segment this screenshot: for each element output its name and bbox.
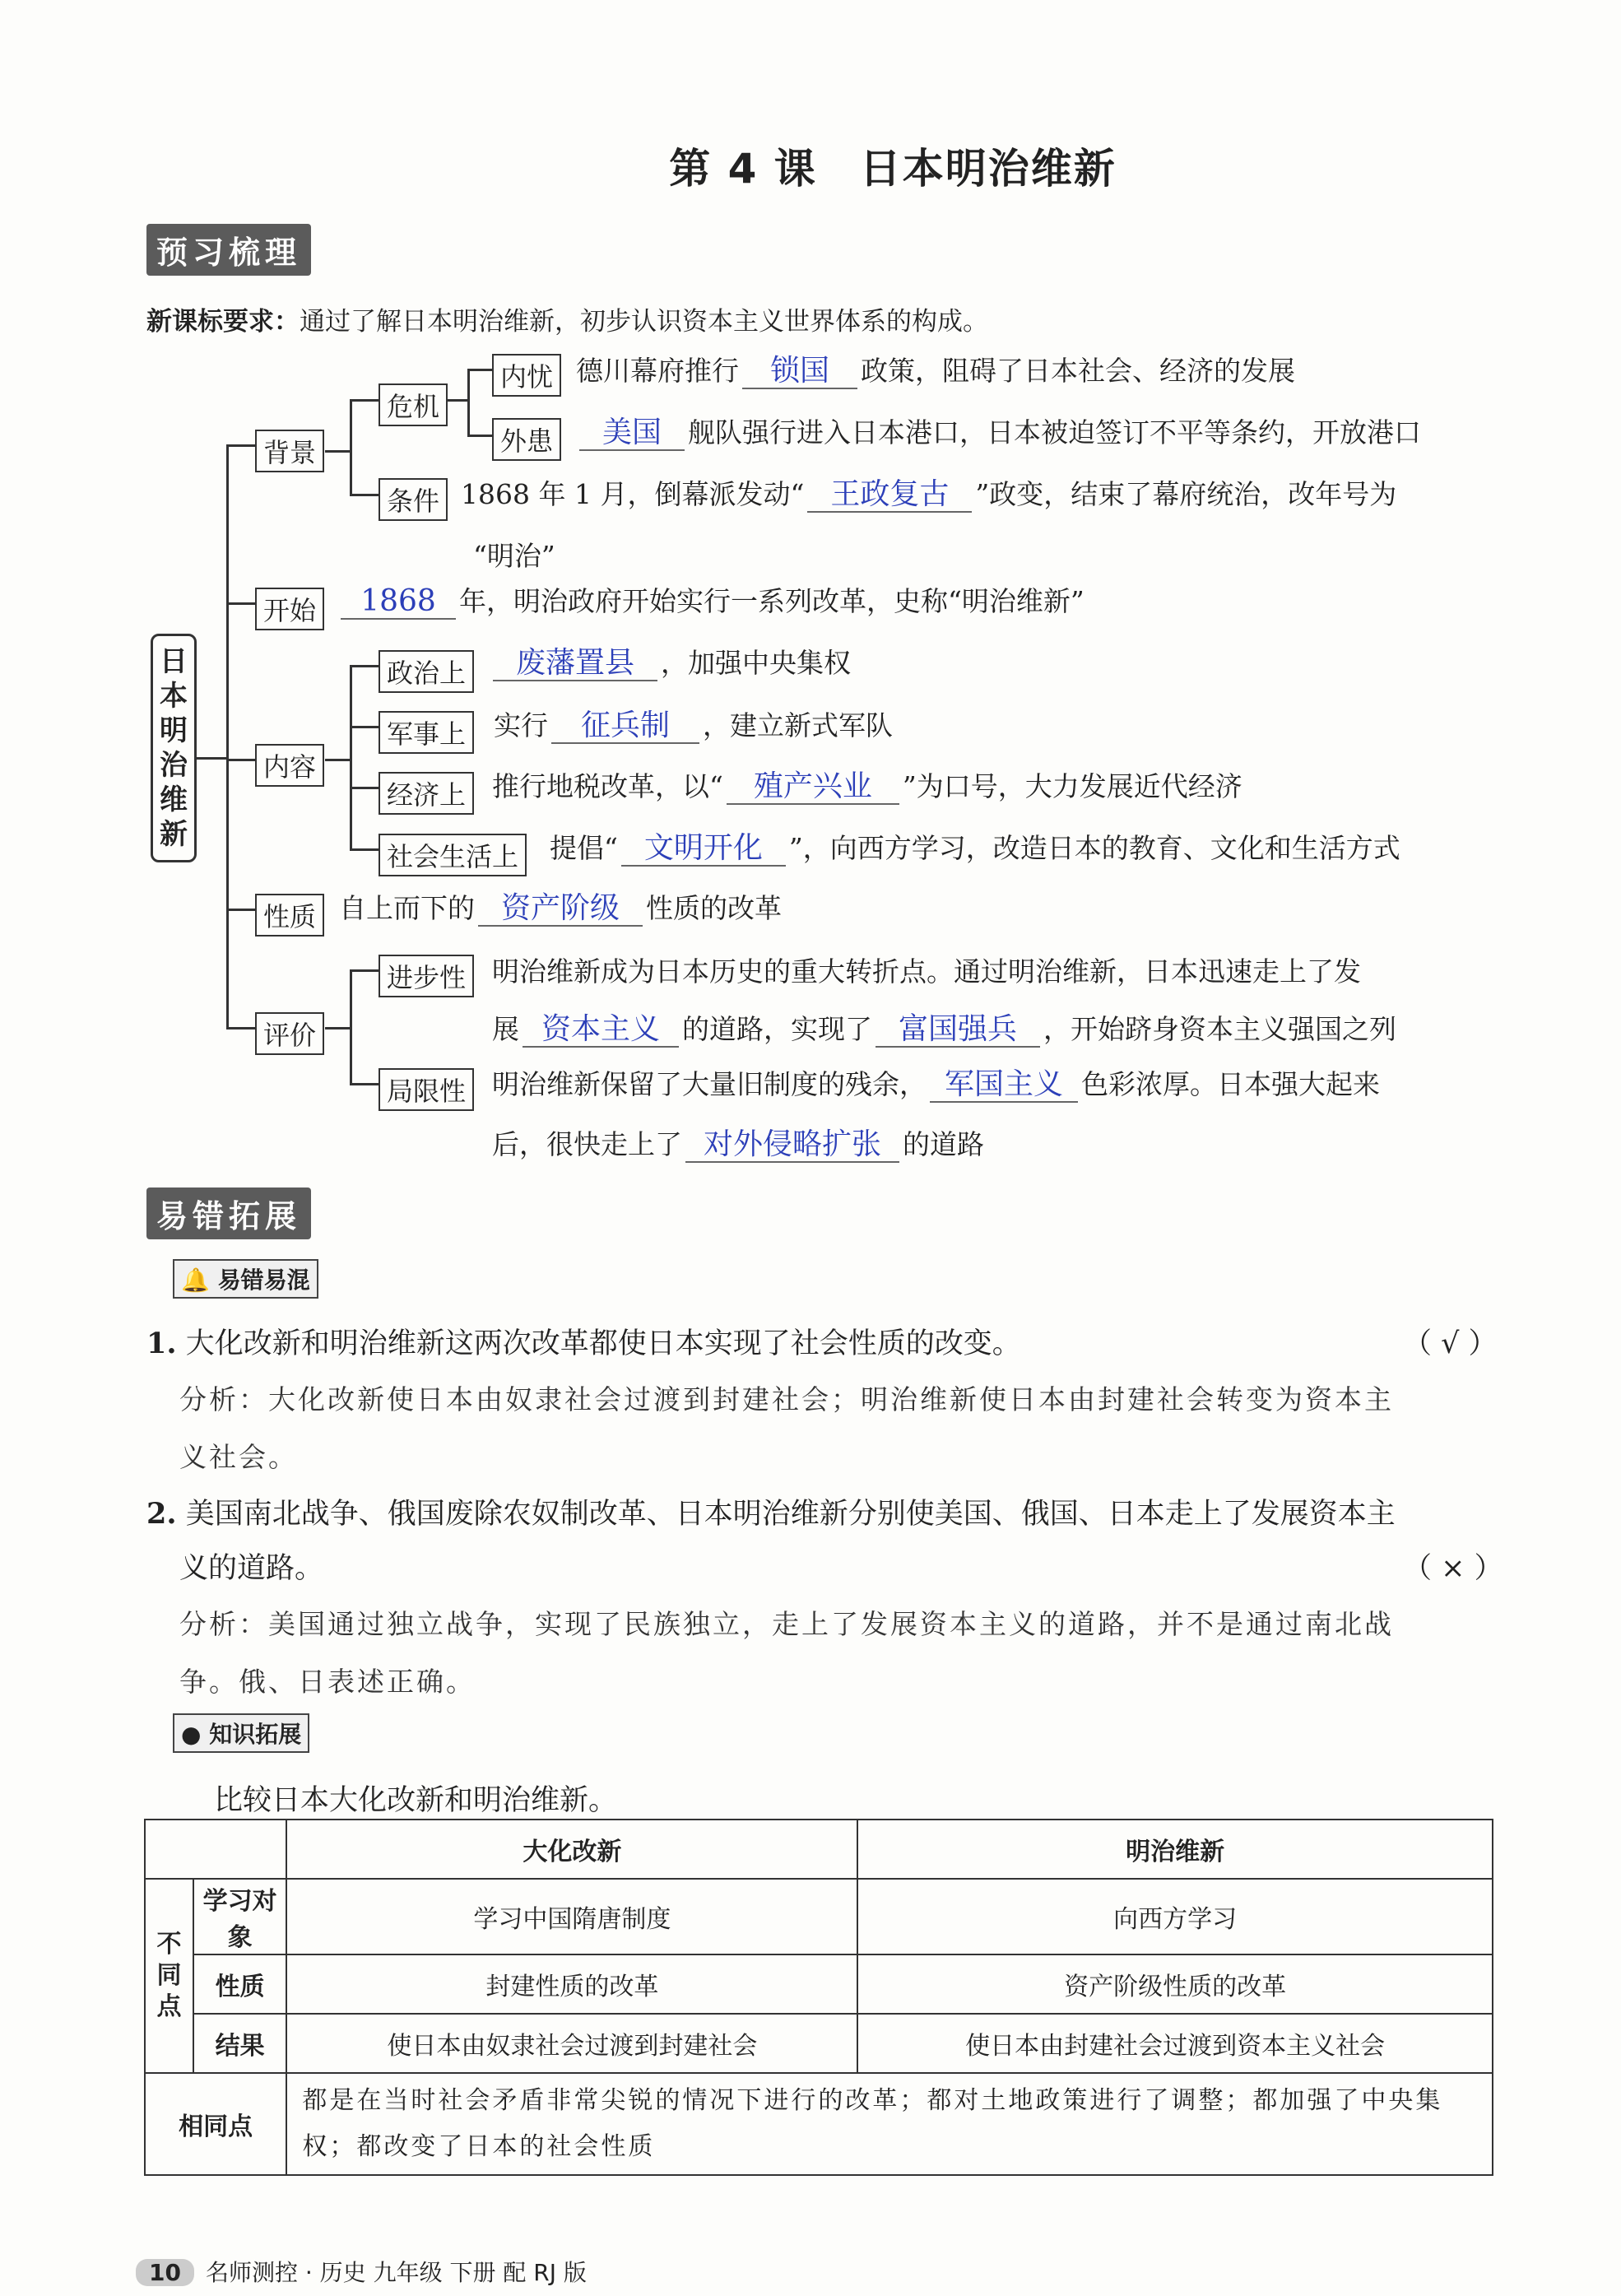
answer-progress-2: 富国强兵 bbox=[876, 1013, 1040, 1048]
row-waihuan: 美国 舰队强行进入日本港口，日本被迫签订不平等条约，开放港口 bbox=[576, 411, 1421, 451]
question-2: 2. 美国南北战争、俄国废除农奴制改革、日本明治维新分别使美国、俄国、日本走上了发展资本主 bbox=[146, 1497, 1396, 1531]
row-society: 提倡“ 文明开化 ”，向西方学习，改造日本的教育、文化和生活方式 bbox=[550, 831, 1400, 865]
footer-text: 名师测控 · 历史 九年级 下册 配 RJ 版 bbox=[205, 2259, 587, 2286]
question-1-mark: （ √ ） bbox=[1403, 1327, 1498, 1360]
analysis-1b: 义社会。 bbox=[179, 1441, 298, 1473]
row-start: 1868 年，明治政府开始实行一系列改革，史称“明治维新” bbox=[337, 580, 1085, 620]
node-background: 背景 bbox=[255, 430, 324, 472]
progress-line1: 明治维新成为日本历史的重大转折点。通过明治维新，日本迅速走上了发 bbox=[492, 955, 1361, 988]
question-1: 1. 大化改新和明治维新这两次改革都使日本实现了社会性质的改变。 bbox=[146, 1327, 1021, 1360]
row-label-object: 学习对象 bbox=[193, 1879, 286, 1954]
node-society: 社会生活上 bbox=[379, 834, 527, 876]
col-header-dahua: 大化改新 bbox=[286, 1820, 857, 1879]
node-crisis: 危机 bbox=[379, 383, 448, 426]
node-economy: 经济上 bbox=[379, 772, 474, 815]
node-evaluation: 评价 bbox=[255, 1012, 324, 1055]
analysis-1a: 分析：大化改新使日本由奴隶社会过渡到封建社会；明治维新使日本由封建社会转变为资本主 bbox=[179, 1383, 1394, 1415]
answer-condition: 王政复古 bbox=[807, 478, 972, 513]
requirement-label: 新课标要求： bbox=[146, 307, 300, 337]
answer-economy: 殖产兴业 bbox=[727, 770, 899, 805]
same-label: 相同点 bbox=[145, 2073, 286, 2175]
answer-neiyou: 锁国 bbox=[742, 355, 857, 389]
answer-military: 征兵制 bbox=[551, 709, 699, 744]
col-header-meiji: 明治维新 bbox=[857, 1820, 1493, 1879]
condition-line2: “明治” bbox=[473, 540, 555, 572]
sub-knowledge: ● 知识拓展 bbox=[173, 1713, 309, 1753]
answer-politics: 废藩置县 bbox=[493, 647, 657, 681]
row-condition: 1868 年 1 月，倒幕派发动“ 王政复古 ”政变，结束了幕府统治，改年号为 bbox=[461, 477, 1397, 511]
page-title: 第 4 课 日本明治维新 bbox=[669, 145, 1117, 193]
cell-result-a: 使日本由奴隶社会过渡到封建社会 bbox=[286, 2014, 857, 2073]
compare-table bbox=[144, 1819, 1493, 2176]
dots-icon: ● bbox=[181, 1721, 202, 1748]
answer-society: 文明开化 bbox=[621, 832, 786, 867]
cell-object-a: 学习中国隋唐制度 bbox=[286, 1879, 857, 1954]
cell-nature-b: 资产阶级性质的改革 bbox=[857, 1954, 1493, 2014]
question-2-line2: 义的道路。 bbox=[179, 1552, 324, 1585]
node-politics: 政治上 bbox=[379, 650, 474, 693]
diff-label: 不同点 bbox=[145, 1879, 193, 2073]
node-progress: 进步性 bbox=[379, 955, 474, 997]
sub-error: 🔔 易错易混 bbox=[173, 1259, 318, 1299]
analysis-2a: 分析：美国通过独立战争，实现了民族独立，走上了发展资本主义的道路，并不是通过南北战 bbox=[179, 1608, 1394, 1640]
same-text: 都是在当时社会矛盾非常尖锐的情况下进行的改革；都对土地政策进行了调整；都加强了中央集权；都改变了日本的社会性质 bbox=[286, 2073, 1493, 2175]
row-politics: 废藩置县 ，加强中央集权 bbox=[490, 642, 851, 681]
answer-waihuan: 美国 bbox=[579, 416, 685, 451]
cell-result-b: 使日本由封建社会过渡到资本主义社会 bbox=[857, 2014, 1493, 2073]
row-label-nature: 性质 bbox=[193, 1954, 286, 2014]
node-start: 开始 bbox=[255, 588, 324, 630]
row-limit-2: 后，很快走上了 对外侵略扩张 的道路 bbox=[492, 1127, 984, 1161]
question-2-mark: （ × ） bbox=[1403, 1552, 1503, 1585]
requirement bbox=[146, 300, 988, 337]
bell-icon: 🔔 bbox=[181, 1267, 210, 1294]
page-number: 10 bbox=[136, 2259, 194, 2286]
node-condition: 条件 bbox=[379, 478, 448, 521]
requirement-text: 通过了解日本明治维新，初步认识资本主义世界体系的构成。 bbox=[300, 307, 988, 337]
row-limit: 明治维新保留了大量旧制度的残余， 军国主义 色彩浓厚。日本强大起来 bbox=[492, 1067, 1380, 1101]
cell-object-b: 向西方学习 bbox=[857, 1879, 1493, 1954]
row-progress: 展 资本主义 的道路，实现了 富国强兵 ，开始跻身资本主义强国之列 bbox=[492, 1012, 1396, 1046]
cell-nature-a: 封建性质的改革 bbox=[286, 1954, 857, 2014]
row-label-result: 结果 bbox=[193, 2014, 286, 2073]
answer-limit-1: 军国主义 bbox=[930, 1068, 1078, 1103]
node-waihuan: 外患 bbox=[492, 418, 561, 461]
mindmap-root: 日本明治维新 bbox=[151, 634, 197, 862]
row-nature: 自上而下的 资产阶级 性质的改革 bbox=[339, 891, 782, 925]
row-neiyou: 德川幕府推行 锁国 政策，阻碍了日本社会、经济的发展 bbox=[576, 354, 1295, 388]
row-economy: 推行地税改革，以“ 殖产兴业 ”为口号，大力发展近代经济 bbox=[492, 769, 1242, 803]
answer-progress-1: 资本主义 bbox=[523, 1013, 679, 1048]
section-preview: 预习梳理 bbox=[146, 224, 311, 276]
answer-limit-2: 对外侵略扩张 bbox=[685, 1128, 899, 1163]
row-military: 实行 征兵制 ，建立新式军队 bbox=[494, 709, 893, 742]
answer-nature: 资产阶级 bbox=[478, 892, 643, 927]
node-nature: 性质 bbox=[255, 894, 324, 937]
compare-intro: 比较日本大化改新和明治维新。 bbox=[214, 1784, 618, 1817]
section-error: 易错拓展 bbox=[146, 1188, 311, 1239]
analysis-2b: 争。俄、日表述正确。 bbox=[179, 1666, 476, 1698]
node-limit: 局限性 bbox=[379, 1068, 474, 1111]
node-military: 军事上 bbox=[379, 711, 474, 754]
node-content: 内容 bbox=[255, 744, 324, 787]
node-neiyou: 内忧 bbox=[492, 354, 561, 397]
answer-start: 1868 bbox=[341, 585, 456, 620]
footer bbox=[136, 2255, 587, 2288]
